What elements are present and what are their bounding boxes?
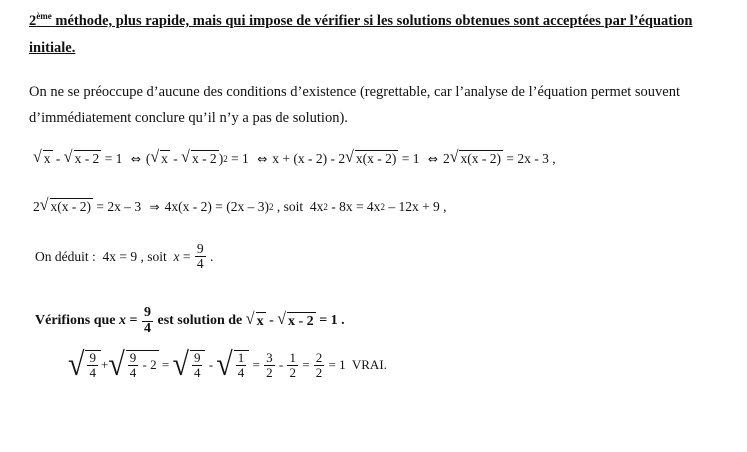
sqrt-product: √ x(x - 2): [345, 148, 397, 167]
sqrt-x-2: √ x: [150, 148, 168, 167]
sqrt-product-b: √ x(x - 2): [449, 148, 501, 167]
heading-text: méthode, plus rapide, mais qui impose de vérifier si les solutions obtenues sont acceptées par l’équation: [51, 13, 693, 29]
intro-line-2: d’immédiatement conclure qu’il n’y a pas de solution).: [29, 110, 348, 126]
heading-line-1: [29, 12, 692, 31]
sqrt-x-minus-2-bold: √ x - 2: [277, 310, 314, 329]
sqrt-x: √ x: [33, 148, 51, 167]
equiv-arrow: ⇔: [130, 151, 141, 166]
sqrt-9-4-b: √ $\frac{9}{4}$: [172, 350, 205, 380]
verify-line: Vérifions que x = $\frac{9}{4}$ est solution de √ x - √ x - 2 = 1 .: [35, 305, 345, 336]
sqrt-x-minus-2-b: √ x - 2: [181, 148, 217, 167]
equation-line-1: √ x - √ x - 2 = 1 ⇔ ( √ x - √ x - 2 ) 2 = 1 ⇔ x + (x - 2) - 2 √ x(x - 2) = 1 ⇔ 2 √ x(x - 2) = 2x - 3 ,: [33, 148, 556, 167]
equiv-arrow: ⇔: [427, 151, 438, 166]
fraction-2-2: $\frac{2}{2}$: [315, 349, 323, 380]
sqrt-9-4-minus-2: √ $\frac{9}{4}$ - 2: [108, 346, 157, 383]
heading-superscript: ème: [36, 11, 52, 22]
fraction-9-4: $\frac{9}{4}$: [196, 241, 204, 272]
check-line: √ $\frac{9}{4}$ + √ $\frac{9}{4}$ - 2 = √ $\frac{9}{4}$ - √ $\frac{1}{4}$ = $\frac{3}{2}$ - $\frac{1}{2}$ = $\frac{2}{2}$ = 1 VRAI.: [68, 346, 387, 383]
sqrt-x-bold: √ x: [245, 310, 264, 329]
sqrt-x-minus-2: √ x - 2: [63, 148, 100, 167]
equation-line-2: 2 √ x(x - 2) = 2x – 3 ⇒ 4x(x - 2) = (2x – 3) 2 , soit 4x 2 - 8x = 4x 2 – 12x + 9 ,: [33, 196, 447, 215]
heading-number: 2: [29, 13, 37, 29]
deduce-line: On déduit : 4x = 9 , soit x = $\frac{9}{4}$ .: [35, 241, 214, 272]
fraction-1-2: $\frac{1}{2}$: [289, 349, 296, 380]
heading-line-2: initiale.: [29, 40, 76, 56]
implies-arrow: ⇒: [149, 199, 160, 214]
intro-line-1: On ne se préoccupe d’aucune des conditions d’existence (regrettable, car l’analyse de l’équation permet souvent: [29, 84, 681, 100]
fraction-3-2: $\frac{3}{2}$: [266, 349, 273, 380]
fraction-9-4-bold: $\frac{9}{4}$: [143, 305, 151, 336]
sqrt-1-4: √ $\frac{1}{4}$: [216, 350, 249, 380]
equiv-arrow: ⇔: [257, 151, 268, 166]
sqrt-product-c: √ x(x - 2): [39, 196, 92, 215]
sqrt-9-4: √ $\frac{9}{4}$: [68, 350, 101, 380]
